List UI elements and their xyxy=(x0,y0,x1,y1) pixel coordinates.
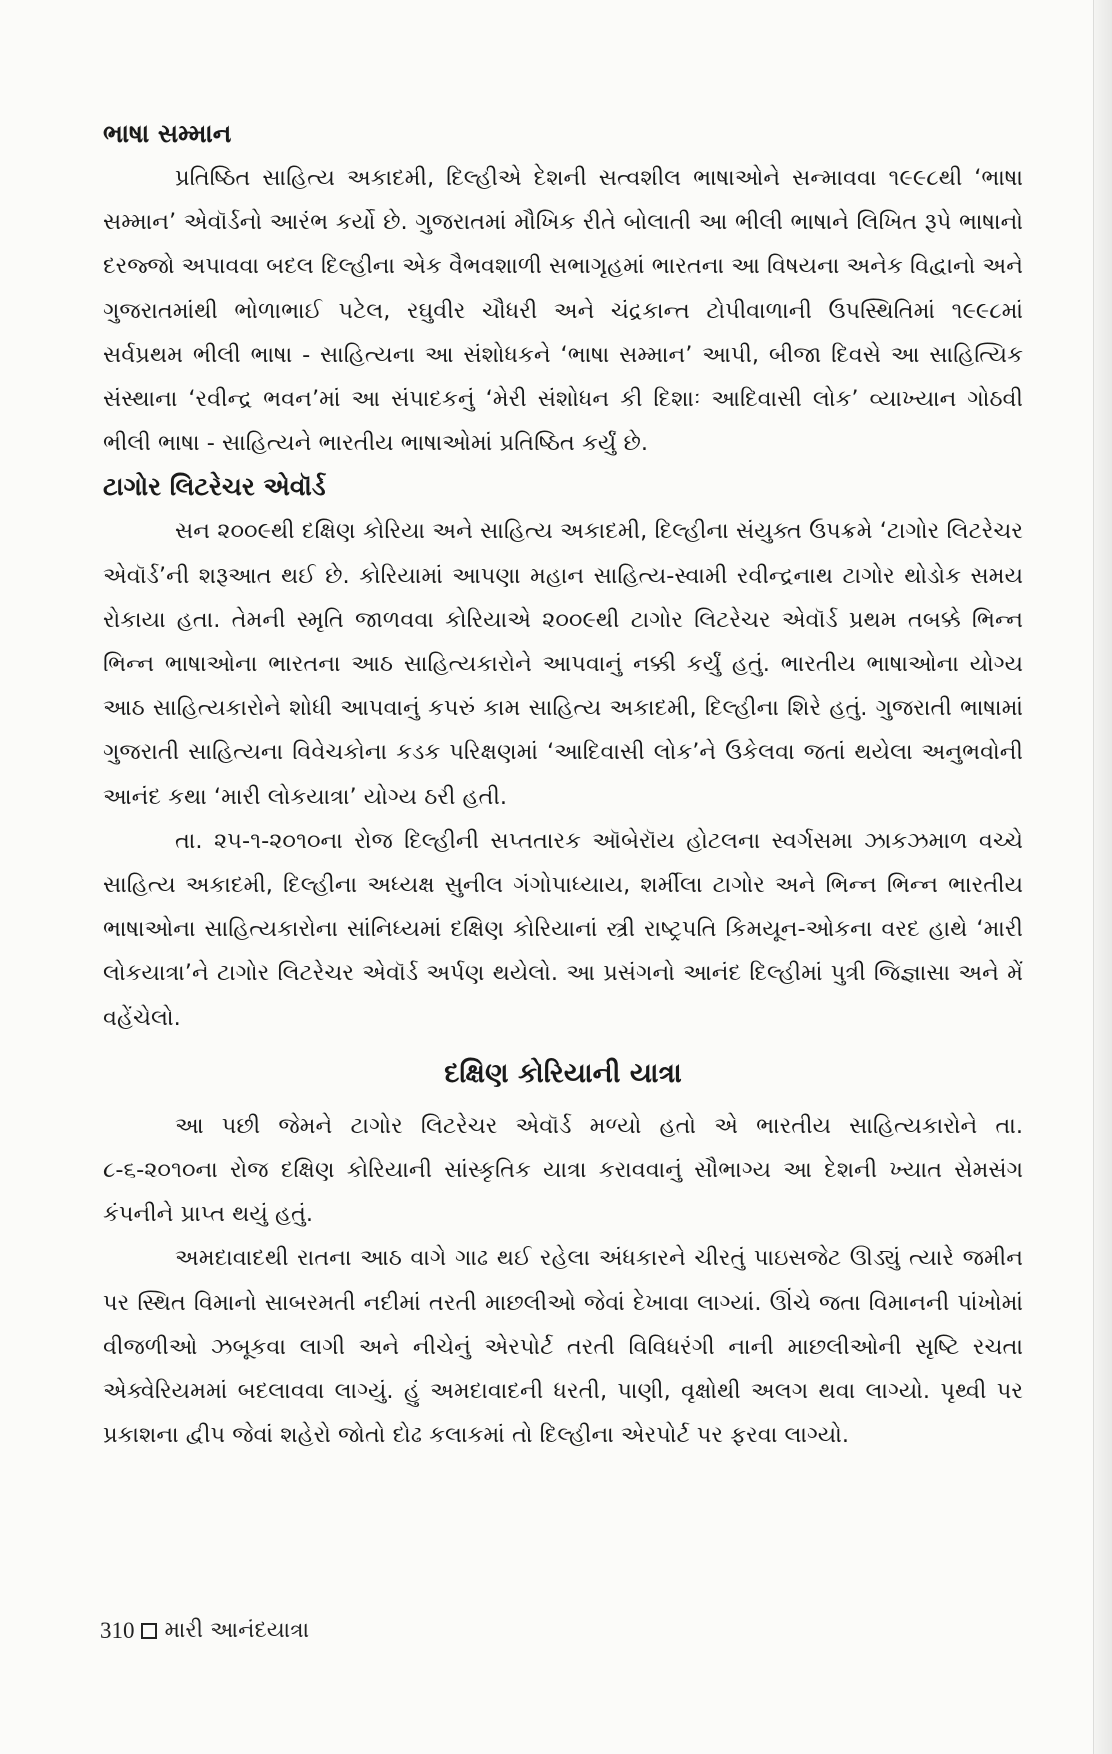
paragraph-tagore-award-2: તા. ૨૫-૧-૨૦૧૦ના રોજ દિલ્હીની સપ્તતારક ઑબેરૉય હોટલના સ્વર્ગસમા ઝાકઝમાળ વચ્ચે સાહિત્ય અકાદમી, દિલ્હીના અધ્યક્ષ સુનીલ ગંગોપાધ્યાય, શર્મીલા ટાગોર અને ભિન્ન ભિન્ન ભારતીય ભાષાઓના સાહિત્યકારોના સાંનિધ્યમાં દક્ષિણ કોરિયાનાં સ્ત્રી રાષ્ટ્રપતિ કિમયૂન-ઓકના વરદ હાથે ‘મારી લોકયાત્રા’ને ટાગોર લિટરેચર એવૉર્ડ અર્પણ થયેલો. આ પ્રસંગનો આનંદ દિલ્હીમાં પુત્રી જિજ્ઞાસા અને મેં વહેંચેલો. xyxy=(103,827,1023,1031)
section-heading-bhasha-sanman: ભાષા સમ્માન xyxy=(103,119,232,148)
paragraph-korea-trip-1: આ પછી જેમને ટાગોર લિટરેચર એવૉર્ડ મળ્યો હતો એ ભારતીય સાહિત્યકારોને તા. ૮-૬-૨૦૧૦ના રોજ દક્ષિણ કોરિયાની સાંસ્કૃતિક યાત્રા કરાવવાનું સૌભાગ્ય આ દેશની ખ્યાત સેમસંગ કંપનીને પ્રાપ્ત થયું હતું. xyxy=(103,1112,1023,1228)
book-title: મારી આનંદયાત્રા xyxy=(164,1618,310,1643)
page-number: 310 xyxy=(100,1618,135,1643)
paragraph-tagore-award-1: સન ૨૦૦૯થી દક્ષિણ કોરિયા અને સાહિત્ય અકાદમી, દિલ્હીના સંયુક્ત ઉપક્રમે ‘ટાગોર લિટરેચર એવૉર્ડ’ની શરૂઆત થઈ છે. કોરિયામાં આપણા મહાન સાહિત્ય-સ્વામી રવીન્દ્રનાથ ટાગોર થોડોક સમય રોકાયા હતા. તેમની સ્મૃતિ જાળવવા કોરિયાએ ૨૦૦૯થી ટાગોર લિટરેચર એવૉર્ડ પ્રથમ તબક્કે ભિન્ન ભિન્ન ભાષાઓના ભારતના આઠ સાહિત્યકારોને આપવાનું નક્કી કર્યું હતું. ભારતીય ભાષાઓના યોગ્ય આઠ સાહિત્યકારોને શોધી આપવાનું કપરું કામ સાહિત્ય અકાદમી, દિલ્હીના શિરે હતું. ગુજરાતી ભાષામાં ગુજરાતી સાહિત્યના વિવેચકોના કડક પરિક્ષણમાં ‘આદિવાસી લોક’ને ઉકેલવા જતાં થયેલા અનુભવોની આનંદ કથા ‘મારી લોકયાત્રા’ યોગ્ય ઠરી હતી. xyxy=(103,518,1023,810)
paragraph-korea-trip-2: અમદાવાદથી રાતના આઠ વાગે ગાઢ થઈ રહેલા અંધકારને ચીરતું પાઇસજેટ ઊડ્યું ત્યારે જમીન પર સ્થિત વિમાનો સાબરમતી નદીમાં તરતી માછલીઓ જેવાં દેખાવા લાગ્યાં. ઊંચે જતા વિમાનની પાંખોમાં વીજળીઓ ઝબૂકવા લાગી અને નીચેનું એરપોર્ટ તરતી વિવિધરંગી નાની માછલીઓની સૃષ્ટિ રચતા એક્વેરિયમમાં બદલાવવા લાગ્યું. હું અમદાવાદની ધરતી, પાણી, વૃક્ષોથી અલગ થવા લાગ્યો. પૃથ્વી પર પ્રકાશના દ્વીપ જેવાં શહેરો જોતો દોઢ કલાકમાં તો દિલ્હીના એરપોર્ટ પર ફરવા લાગ્યો. xyxy=(103,1245,1023,1449)
square-icon xyxy=(141,1623,157,1639)
section-heading-korea-trip: દક્ષિણ કોરિયાની યાત્રા xyxy=(444,1057,682,1089)
paragraph-bhasha-sanman: પ્રતિષ્ઠિત સાહિત્ય અકાદમી, દિલ્હીએ દેશની સત્વશીલ ભાષાઓને સન્માવવા ૧૯૯૮થી ‘ભાષા સમ્માન’ એવૉર્ડનો આરંભ કર્યો છે. ગુજરાતમાં મૌખિક રીતે બોલાતી આ ભીલી ભાષાને લિખિત રૂપે ભાષાનો દરજ્જો અપાવવા બદલ દિલ્હીના એક વૈભવશાળી સભાગૃહમાં ભારતના આ વિષયના અનેક વિદ્વાનો અને ગુજરાતમાંથી ભોળાભાઈ પટેલ, રઘુવીર ચૌધરી અને ચંદ્રકાન્ત ટોપીવાળાની ઉપસ્થિતિમાં ૧૯૯૮માં સર્વપ્રથમ ભીલી ભાષા - સાહિત્યના આ સંશોધકને ‘ભાષા સમ્માન’ આપી, બીજા દિવસે આ સાહિત્યિક સંસ્થાના ‘રવીન્દ્ર ભવન’માં આ સંપાદકનું ‘મેરી સંશોધન કી દિશાઃ આદિવાસી લોક’ વ્યાખ્યાન ગોઠવી ભીલી ભાષા - સાહિત્યને ભારતીય ભાષાઓમાં પ્રતિષ્ઠિત કર્યું છે. xyxy=(103,165,1023,457)
page-edge xyxy=(1093,0,1112,1754)
section-heading-tagore-award: ટાગોર લિટરેચર એવૉર્ડ xyxy=(103,472,326,502)
page-footer xyxy=(100,1616,309,1646)
page-content xyxy=(103,112,1023,1457)
